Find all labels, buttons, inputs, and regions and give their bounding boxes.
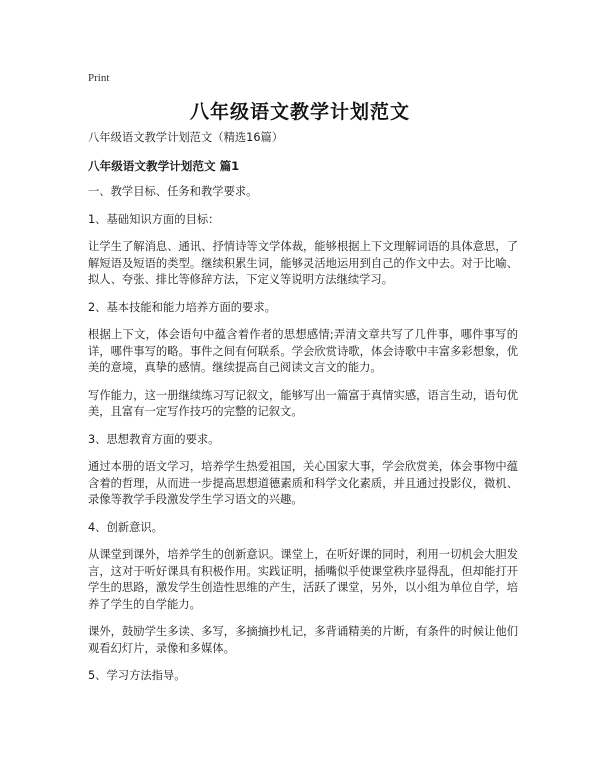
paragraph-ideology-heading: 3、思想教育方面的要求。 (88, 432, 220, 446)
paragraph-extracurricular: 课外，鼓励学生多读、多写，多摘摘抄札记，多背诵精美的片断，有条件的时候让他们观看幻灯片，录像和多媒体。 (88, 625, 518, 655)
document-subtitle: 八年级语文教学计划范文（精选16篇） (88, 131, 284, 144)
print-label: Print (88, 72, 110, 84)
document-body (88, 130, 518, 696)
paragraph-innovation-heading: 4、创新意识。 (88, 520, 163, 534)
paragraph-basic-knowledge: 让学生了解消息、通讯、抒情诗等文学体裁，能够根据上下文理解词语的具体意思，了解短语及短语的类型。继续积累生词，能够灵活地运用到自己的作文中去。对于比喻、拟人、夸张、排比等修辞方法，下定义等说明方法继续学习。 (88, 240, 518, 286)
paragraph-writing: 写作能力，这一册继续练习写记叙文，能够写出一篇富于真情实感，语言生动，语句优美，且富有一定写作技巧的完整的记叙文。 (88, 388, 518, 418)
paragraph-innovation: 从课堂到课外，培养学生的创新意识。课堂上，在听好课的同时，利用一切机会大胆发言，这对于听好课具有积极作用。实践证明，插嘴似乎使课堂秩序显得乱，但却能打开学生的思路，激发学生创造性思维的产生，活跃了课堂，另外，以小组为单位自学，培养了学生的自学能力。 (88, 548, 518, 611)
document-title: 八年级语文教学计划范文 (189, 101, 410, 123)
paragraph-study-methods-heading: 5、学习方法指导。 (88, 669, 186, 682)
paragraph-ideology: 通过本册的语文学习，培养学生热爱祖国，关心国家大事，学会欣赏美，体会事物中蕴含着的哲理，从而进一步提高思想道德素质和科学文化素质，并且通过投影仪，微机、录像等教学手段激发学生学习语文的兴趣。 (88, 460, 518, 506)
paragraph-basic-knowledge-heading: 1、基础知识方面的目标： (88, 212, 220, 226)
paragraph-skills-heading: 2、基本技能和能力培养方面的要求。 (88, 300, 276, 314)
section-heading: 八年级语文教学计划范文 篇1 (88, 158, 240, 173)
paragraph-skills: 根据上下文，体会语句中蕴含着作者的思想感情;弄清文章共写了几件事，哪件事写的详，哪件事写的略。事件之间有何联系。学会欣赏诗歌，体会诗歌中丰富多彩想象，优美的意境，真挚的感情。继续提高自己阅读文言文的能力。 (88, 328, 518, 374)
paragraph-teaching-goals: 一、教学目标、任务和教学要求。 (88, 185, 258, 198)
